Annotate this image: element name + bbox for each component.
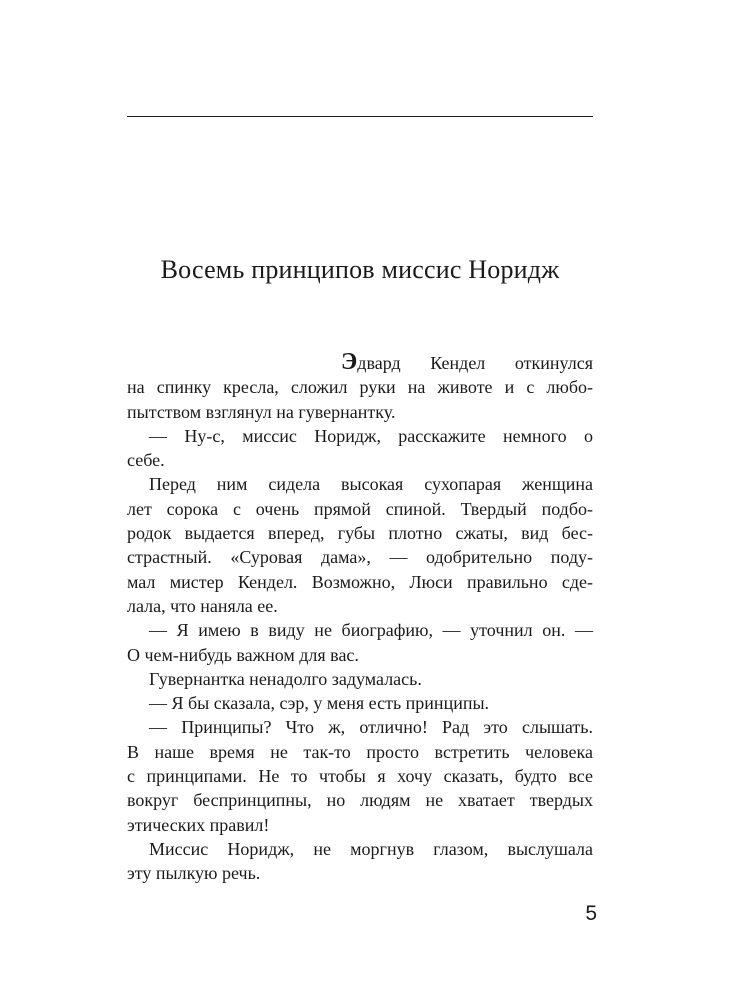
text-line: В наше время не так-то просто встретить человека <box>127 741 593 762</box>
chapter-title: Восемь принципов миссис Норидж <box>160 255 560 284</box>
text-line: вокруг беспринципны, но людям не хватает твердых <box>127 790 593 811</box>
text-line: — Ну-с, миссис Норидж, расскажите немного о <box>149 425 593 446</box>
text-line: себе. <box>127 450 165 471</box>
text-line: с принципами. Не то чтобы я хочу сказать, будто все <box>127 766 593 787</box>
text-line: страстный. «Суровая дама», — одобрительно поду- <box>127 547 593 568</box>
text-line: Гувернантка ненадолго задумалась. <box>149 668 422 689</box>
page-number: 5 <box>585 902 597 925</box>
text-line: — Я имею в виду не биографию, — уточнил он. — <box>149 620 593 641</box>
text-line: Миссис Норидж, не моргнув глазом, выслушала <box>149 838 593 859</box>
text-line: эту пылкую речь. <box>127 863 261 884</box>
text-line: лала, что наняла ее. <box>127 595 278 616</box>
text-line: Эдвард Кендел откинулся <box>341 349 593 375</box>
text-line: О чем-нибудь важном для вас. <box>127 644 359 665</box>
text-line: мал мистер Кендел. Возможно, Люси правильно сде- <box>127 571 593 592</box>
text-line: на спинку кресла, сложил руки на животе и с любо- <box>127 377 593 398</box>
text-line: — Принципы? Что ж, отлично! Рад это слышать. <box>149 717 593 738</box>
body-text <box>127 351 593 886</box>
text-line: — Я бы сказала, сэр, у меня есть принципы. <box>149 693 490 714</box>
text-line: лет сорока с очень прямой спиной. Твердый подбо- <box>127 498 593 519</box>
text-line: родок выдается вперед, губы плотно сжаты, вид бес- <box>127 523 593 544</box>
text-line: этических правил! <box>127 814 270 835</box>
text-line: Перед ним сидела высокая сухопарая женщина <box>149 474 593 495</box>
text-line: пытством взглянул на гувернантку. <box>127 401 396 422</box>
drop-cap: Э <box>341 349 358 375</box>
header-rule <box>127 116 593 117</box>
